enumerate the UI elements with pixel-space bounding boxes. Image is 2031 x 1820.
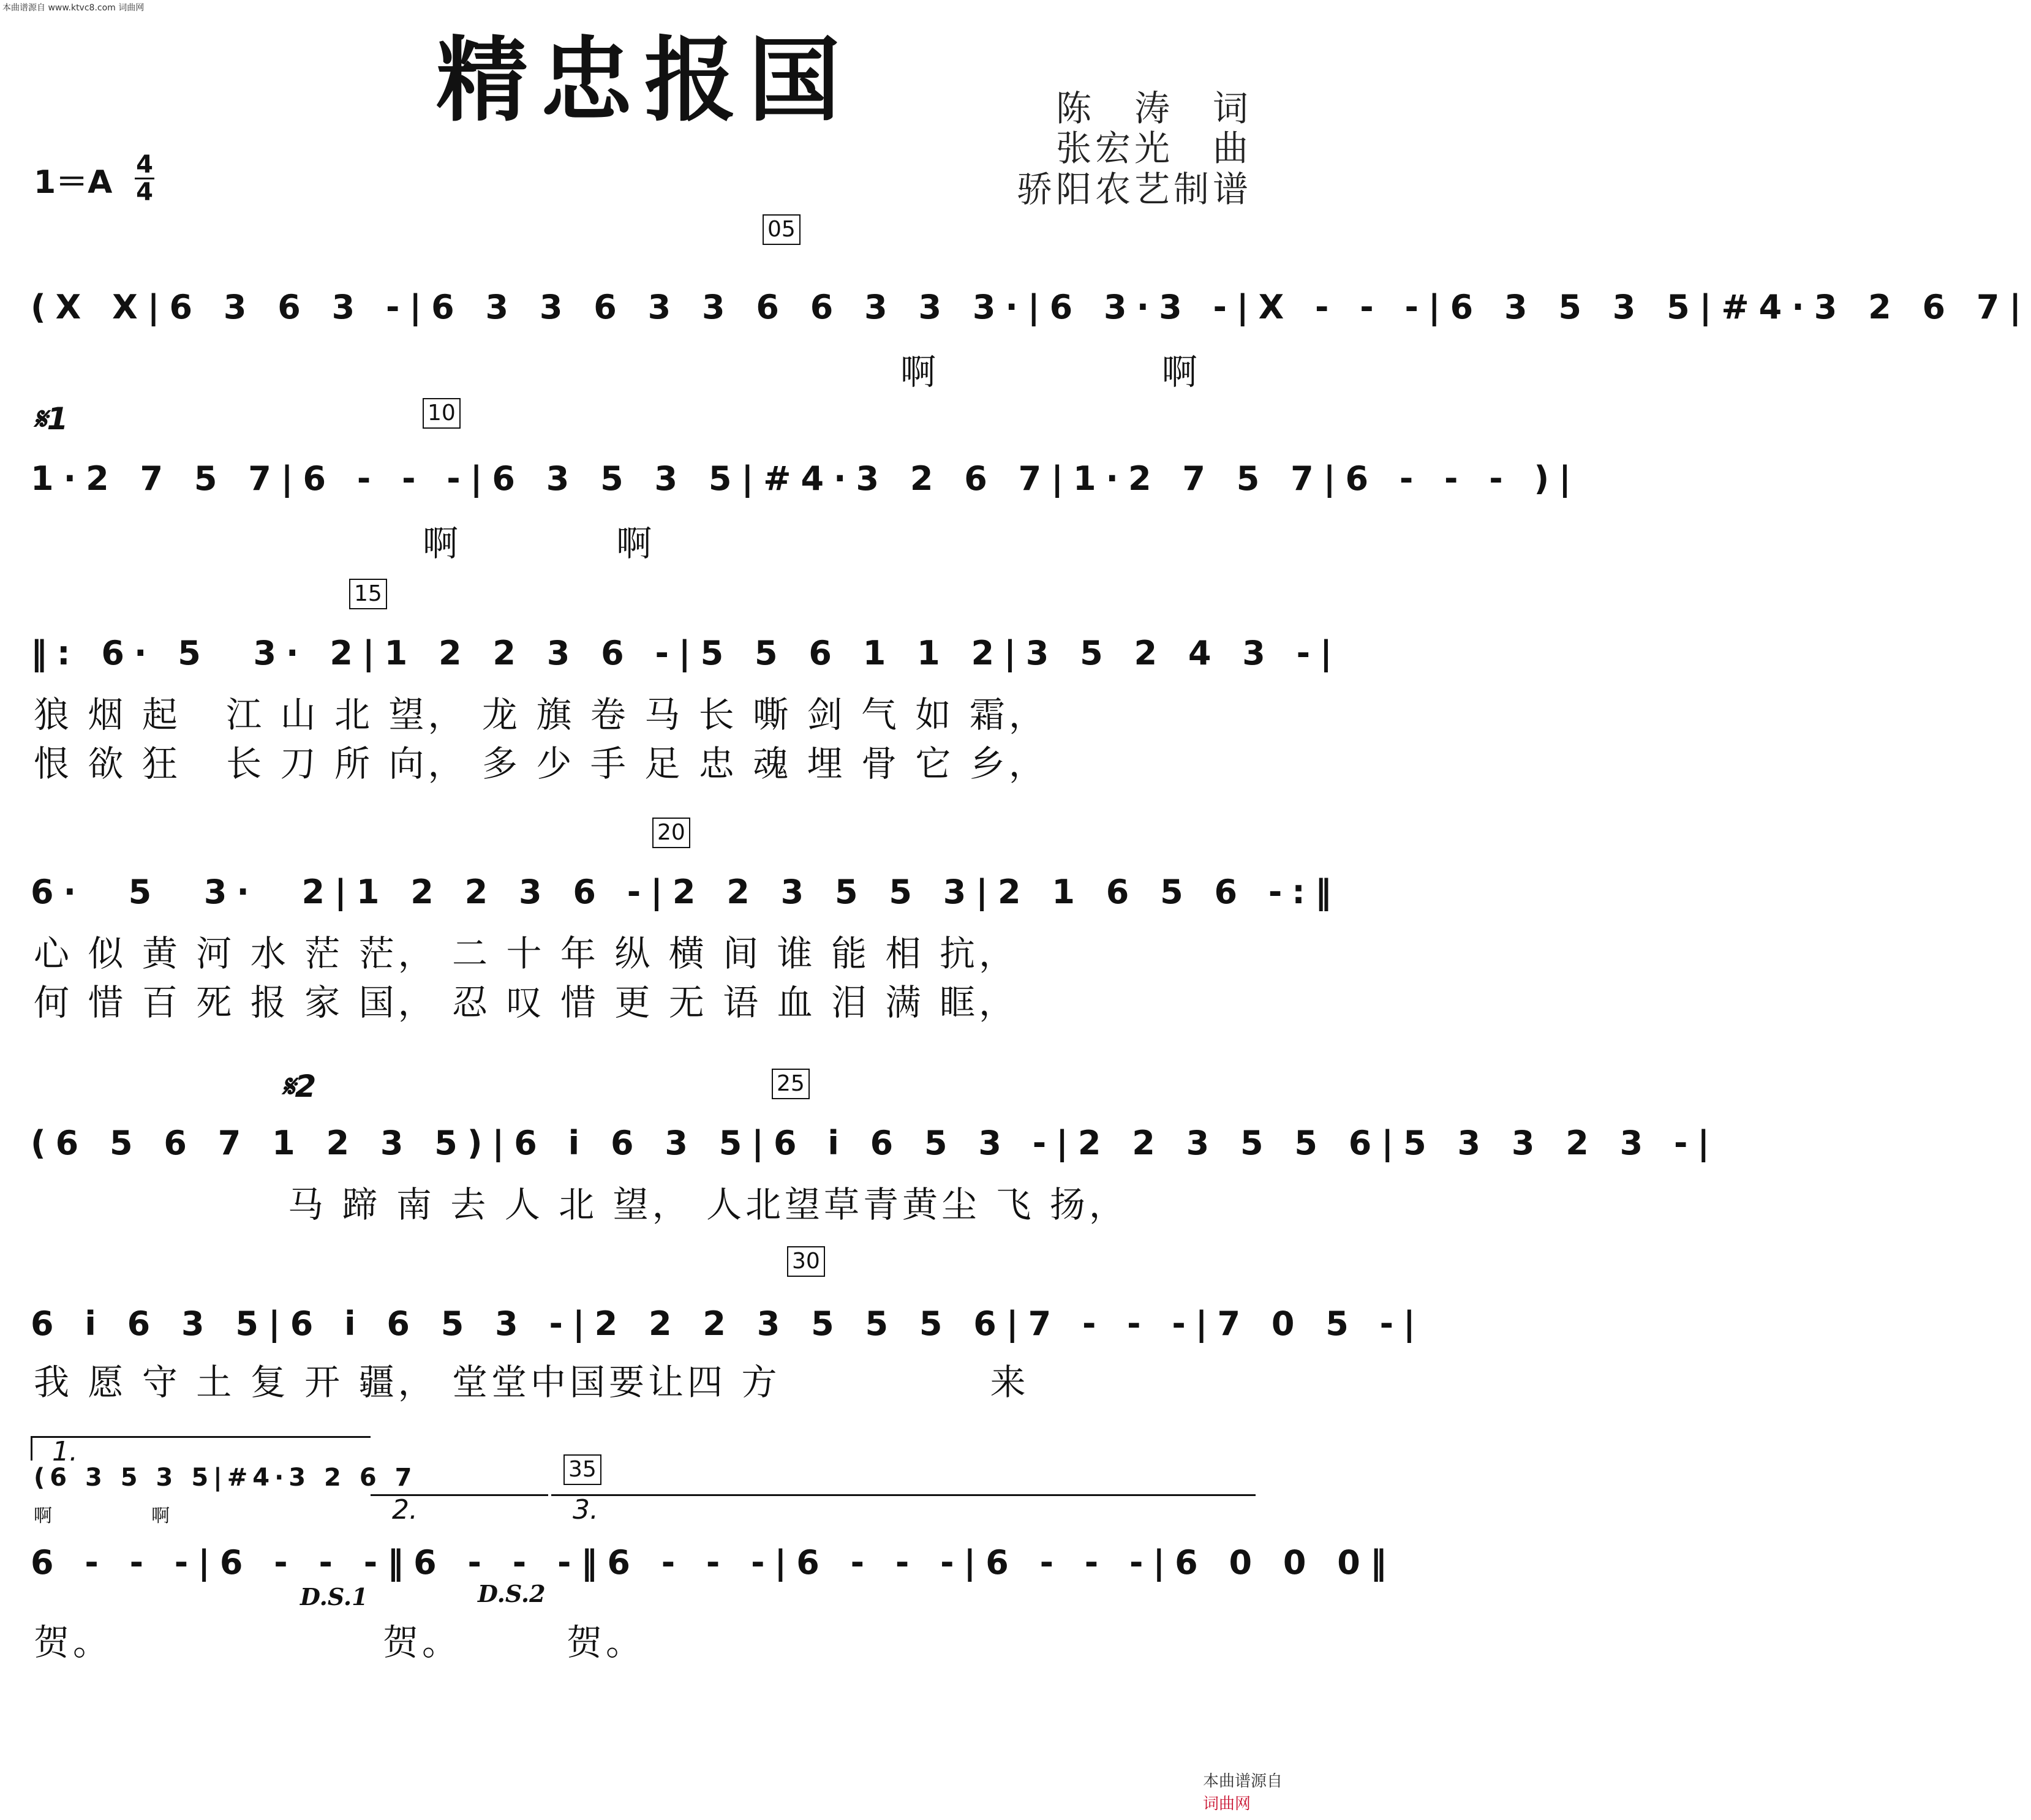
arranger-credit: 骄阳农艺制谱 [1016, 168, 1252, 210]
lyric-line-7b: 贺。 [383, 1622, 462, 1663]
staff-line-2: 1·2 7 5 7|6 - - -|6 3 5 3 5|#4·3 2 6 7|1·2 7 5 7|6 - - - )| [31, 459, 1581, 498]
lyric-verse2-line-3: 恨 欲 狂 长 刀 所 向， 多 少 手 足 忠 魂 埋 骨 它 乡， [34, 743, 1048, 784]
ds1-marking: D.S.1 [300, 1583, 368, 1611]
time-signature [135, 152, 154, 205]
time-sig-bottom: 4 [136, 178, 153, 206]
volta-1: 1. [52, 1436, 78, 1467]
footer-site: 词曲网 [1202, 1795, 1251, 1813]
lyric-line-2: 啊 啊 [423, 522, 652, 564]
ds2-marking: D.S.2 [478, 1580, 546, 1608]
footer-watermark [1193, 1750, 1283, 1814]
lyric-line-6: 我 愿 守 土 复 开 疆， 堂堂中国要让四 方 来 [34, 1361, 1030, 1403]
lyric-line-7c: 贺。 [567, 1622, 646, 1663]
staff-line-3: ‖: 6· 5 3· 2|1 2 2 3 6 -|5 5 6 1 1 2|3 5 2 4 3 -| [31, 634, 1342, 672]
measure-number: 30 [787, 1246, 825, 1277]
measure-number: 20 [652, 818, 690, 848]
lyric-verse1-line-3: 狼 烟 起 江 山 北 望， 龙 旗 卷 马 长 嘶 剑 气 如 霜， [34, 694, 1048, 735]
lyric-line-1: 啊 啊 [900, 351, 1197, 393]
measure-number: 05 [763, 214, 801, 245]
lyric-verse2-line-4: 何 惜 百 死 报 家 国， 忍 叹 惜 更 无 语 血 泪 满 眶， [34, 982, 1018, 1023]
song-title: 精忠报国 [435, 26, 853, 134]
staff-line-1: (X X|6 3 6 3 -|6 3 3 6 3 3 6 6 3 3 3·|6 3·3 -|X - - -|6 3 5 3 5|#4·3 2 6 7| [31, 288, 2031, 326]
staff-line-5: (6 5 6 7 1 2 3 5)|6 i 6 3 5|6 i 6 5 3 -|2 2 3 5 5 6|5 3 3 2 3 -| [31, 1124, 1720, 1162]
staff-line-6: 6 i 6 3 5|6 i 6 5 3 -|2 2 2 3 5 5 5 6|7 - - -|7 0 5 -| [31, 1304, 1425, 1343]
measure-number: 10 [423, 398, 461, 429]
small-lyric-line: 啊 啊 [34, 1505, 170, 1527]
measure-number: 15 [349, 579, 387, 609]
composer-credit: 张宏光 曲 [1055, 127, 1252, 169]
segno-2: 𝄋2 [282, 1069, 317, 1104]
lyric-line-7a: 贺。 [34, 1622, 113, 1663]
lyric-line-5: 马 蹄 南 去 人 北 望， 人北望草青黄尘 飞 扬， [288, 1184, 1128, 1225]
key-signature: 1＝A [34, 164, 113, 201]
lyricist-credit: 陈 涛 词 [1055, 88, 1252, 129]
measure-number: 25 [772, 1069, 810, 1099]
segno-1: 𝄋1 [34, 401, 69, 437]
lyric-verse1-line-4: 心 似 黄 河 水 茫 茫， 二 十 年 纵 横 间 谁 能 相 抗， [34, 933, 1018, 974]
header-watermark: 本曲谱源自 www.ktvc8.com 词曲网 [2, 3, 145, 13]
small-staff-line: (6 3 5 3 5|#4·3 2 6 7 [34, 1464, 417, 1492]
time-sig-top: 4 [136, 151, 153, 179]
footer-source: 本曲谱源自 [1202, 1772, 1283, 1791]
volta-2: 2. [392, 1494, 418, 1525]
staff-line-7: 6 - - -|6 - - -‖6 - - -‖6 - - -|6 - - -|6 - - -|6 0 0 0‖ [31, 1543, 1396, 1582]
staff-line-4: 6· 5 3· 2|1 2 2 3 6 -|2 2 3 5 5 3|2 1 6 5 6 -:‖ [31, 873, 1341, 911]
volta-3: 3. [573, 1494, 598, 1525]
measure-number: 35 [563, 1454, 601, 1485]
